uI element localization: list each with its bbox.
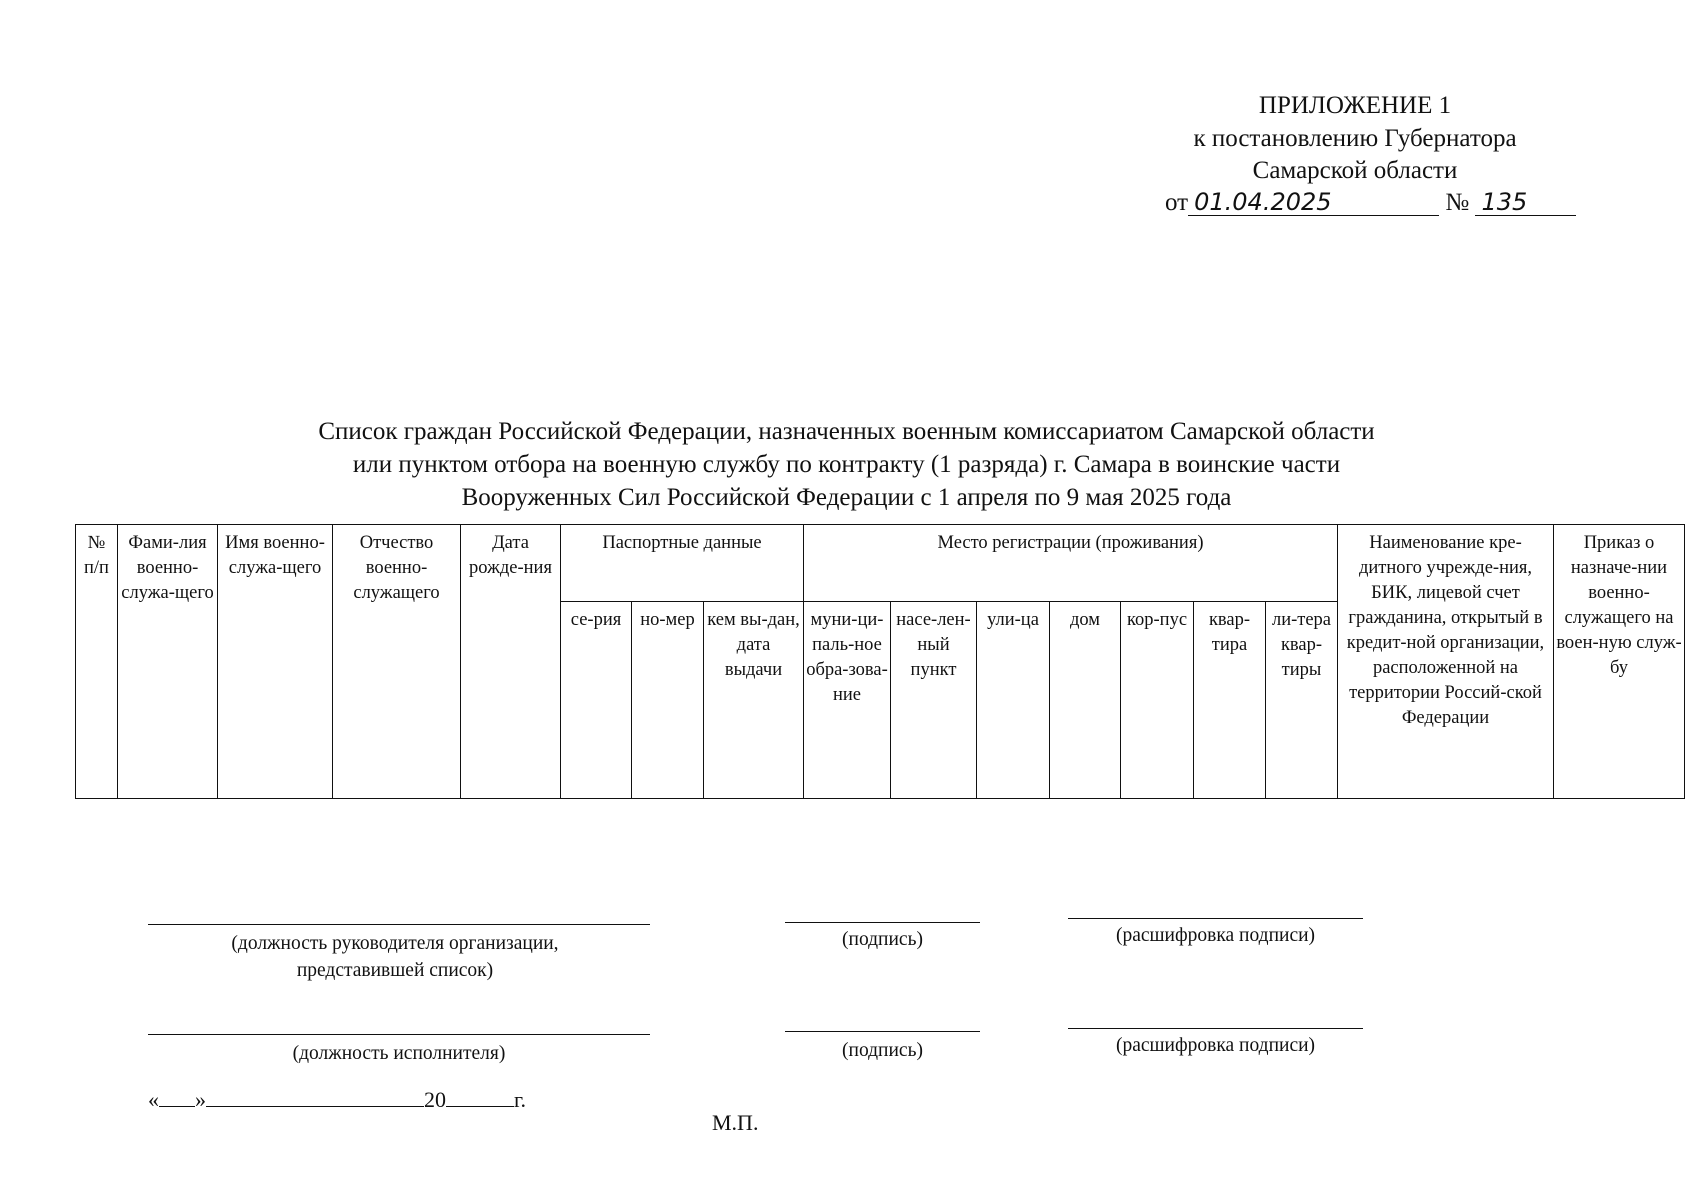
decode-line-1 (1068, 918, 1363, 919)
header-locality: насе-лен-ный пункт (891, 602, 977, 799)
stamp-place: М.П. (712, 1110, 759, 1135)
handwritten-number: 135 (1475, 189, 1576, 216)
header-passport-issued: кем вы-дан, дата выдачи (704, 602, 804, 799)
title-line-3: Вооруженных Сил Российской Федерации с 1 апреля по 9 мая 2025 года (461, 484, 1232, 511)
executor-position-line (148, 1034, 650, 1035)
header-patronymic: Отчество военно-служащего (333, 525, 461, 799)
header-house: дом (1050, 602, 1121, 799)
signature-line-2 (785, 1031, 980, 1032)
handwritten-date: 01.04.2025 (1188, 189, 1439, 216)
day-blank (159, 1086, 195, 1107)
number-prefix: № (1445, 189, 1470, 216)
decode-caption-1: (расшифровка подписи) (1115, 925, 1316, 946)
header-building: кор-пус (1121, 602, 1194, 799)
header-flat: квар-тира (1194, 602, 1266, 799)
decode-line-2 (1068, 1028, 1363, 1029)
head-position-line (148, 924, 650, 925)
citizens-list-table (75, 524, 1685, 799)
header-number: № п/п (76, 525, 118, 799)
header-flat-letter: ли-тера квар-тиры (1266, 602, 1338, 799)
document-title (0, 415, 1693, 514)
header-passport-series: се-рия (561, 602, 632, 799)
header-bank-details: Наименование кре-дитного учрежде-ния, БИК, лицевой счет гражданина, открытый в кредит-ной организации, расположенной на территории Россий-ской Федерации (1338, 525, 1554, 799)
date-open-quote: « (148, 1087, 159, 1112)
year-blank (446, 1086, 514, 1107)
annex-date-number-row (1165, 189, 1576, 217)
executor-position-caption: (должность исполнителя) (292, 1043, 506, 1064)
title-line-1: Список граждан Российской Федерации, назначенных военным комиссариатом Самарской области (318, 418, 1375, 445)
signature-line-1 (785, 922, 980, 923)
header-appointment-order: Приказ о назначе-нии военно-служащего на воен-ную служ-бу (1554, 525, 1685, 799)
annex-title: ПРИЛОЖЕНИЕ 1 (1258, 92, 1452, 119)
header-registration-group: Место регистрации (проживания) (804, 525, 1338, 602)
signature-caption-2: (подпись) (842, 1040, 923, 1061)
date-century: 20 (424, 1087, 446, 1112)
head-position-caption: (должность руководителя организации, представившей список) (231, 933, 559, 981)
date-prefix: от (1165, 189, 1189, 216)
signature-caption-1: (подпись) (842, 929, 923, 950)
annex-reference-line: к постановлению Губернатора (1193, 125, 1517, 152)
header-name: Имя военно-служа-щего (218, 525, 333, 799)
annex-region-line: Самарской области (1252, 157, 1458, 184)
header-passport-number: но-мер (632, 602, 704, 799)
header-street: ули-ца (977, 602, 1050, 799)
header-passport-group: Паспортные данные (561, 525, 804, 602)
decode-caption-2: (расшифровка подписи) (1115, 1035, 1316, 1056)
header-birthdate: Дата рожде-ния (461, 525, 561, 799)
title-line-2: или пунктом отбора на военную службу по контракту (1 разряда) г. Самара в воинские части (352, 451, 1341, 478)
month-blank (206, 1086, 424, 1107)
date-close-quote: » (195, 1087, 206, 1112)
date-line (148, 1086, 526, 1113)
header-municipality: муни-ци-паль-ное обра-зова-ние (804, 602, 891, 799)
header-surname: Фами-лия военно-служа-щего (118, 525, 218, 799)
date-year-suffix: г. (514, 1087, 527, 1112)
